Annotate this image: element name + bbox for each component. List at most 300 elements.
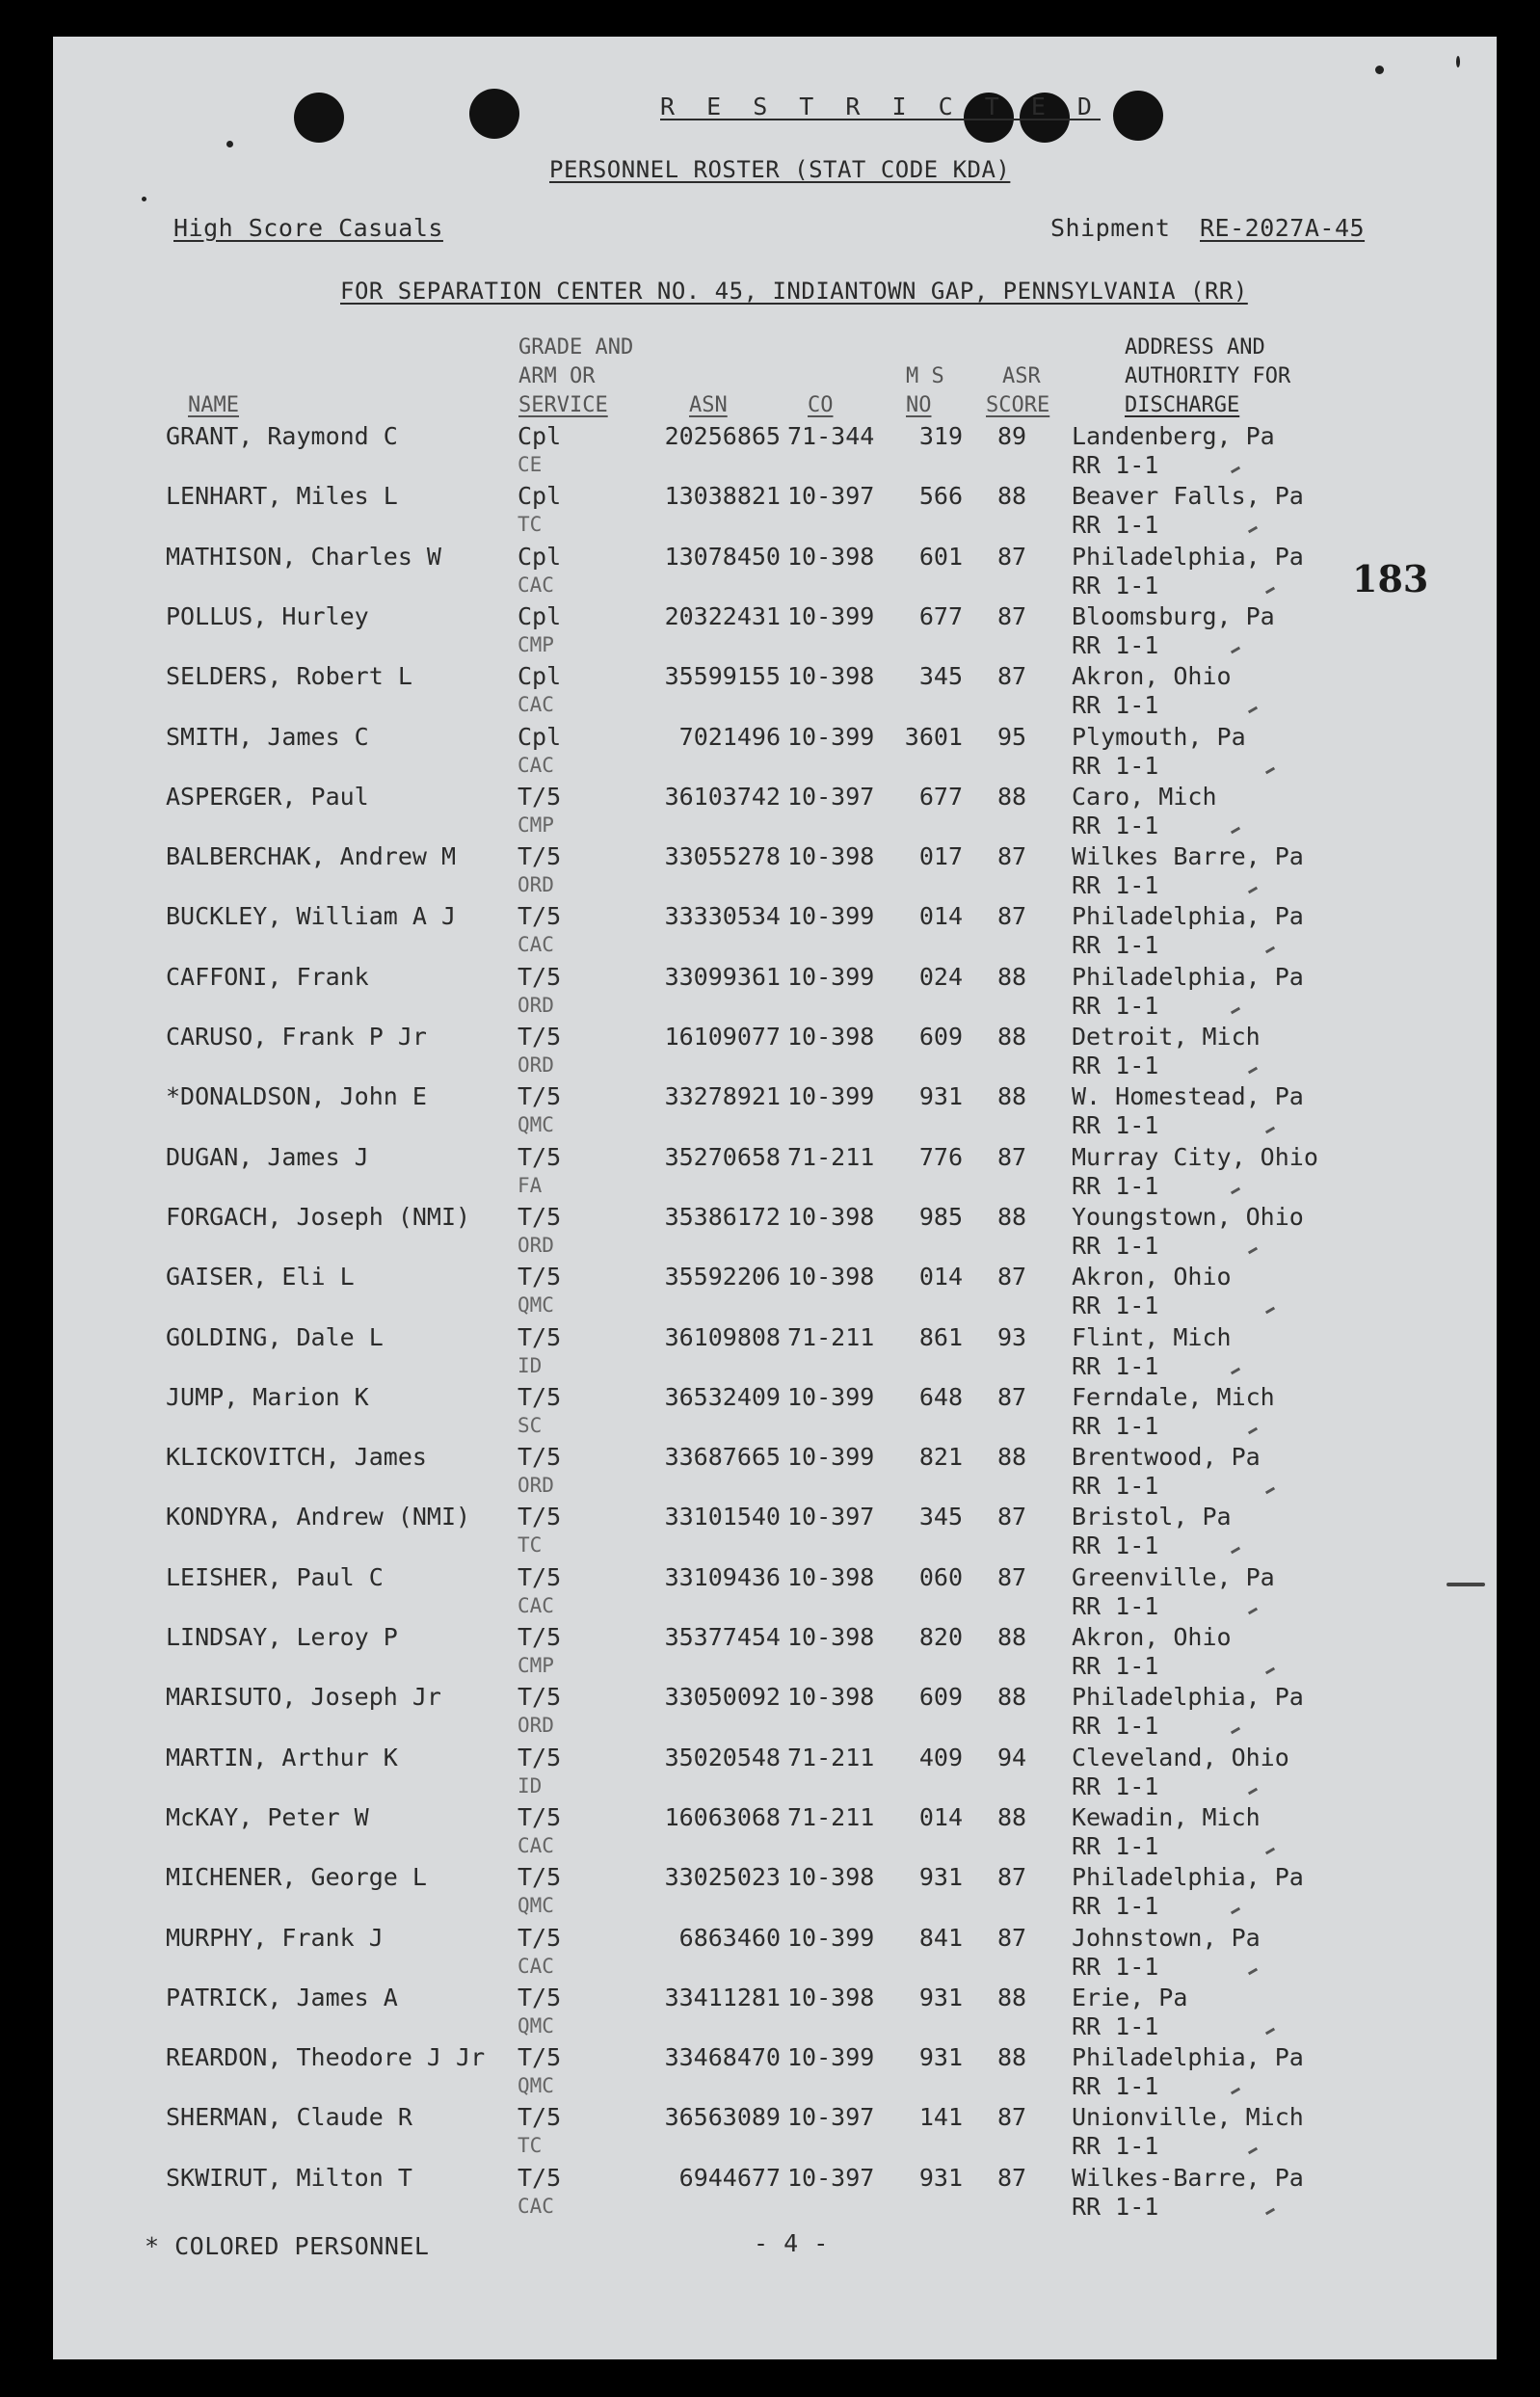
col-header-asr-2: SCORE (986, 393, 1050, 417)
cell-ms: 024 (918, 962, 963, 991)
check-tick-mark (1231, 1547, 1240, 1555)
cell-asn: 33330534 (664, 902, 781, 931)
cell-address: Erie, Pa (1072, 1983, 1188, 2011)
check-tick-mark (1265, 2027, 1275, 2035)
cell-asr: 87 (997, 2103, 1027, 2132)
cell-asn: 36563089 (664, 2103, 781, 2132)
check-tick-mark (1248, 1607, 1258, 1614)
cell-asr: 93 (997, 1322, 1027, 1351)
cell-ms: 409 (918, 1743, 963, 1771)
cell-ms: 648 (918, 1382, 963, 1411)
cell-ms: 677 (918, 782, 963, 811)
cell-authority: RR 1-1 (1072, 1052, 1159, 1079)
cell-address: Greenville, Pa (1072, 1562, 1275, 1591)
table-row (53, 482, 1497, 542)
cell-service: CAC (518, 933, 554, 957)
cell-co: 10-399 (787, 902, 875, 931)
cell-asr: 87 (997, 662, 1027, 691)
col-header-address-1: ADDRESS AND (1125, 335, 1265, 360)
cell-address: Kewadin, Mich (1072, 1802, 1261, 1831)
roster-table (53, 37, 1497, 2359)
cell-name: KLICKOVITCH, James (166, 1443, 427, 1472)
cell-authority: RR 1-1 (1072, 1591, 1159, 1620)
check-tick-mark (1265, 766, 1275, 774)
cell-service: TC (518, 1533, 543, 1558)
cell-service: ID (518, 1353, 543, 1377)
cell-authority: RR 1-1 (1072, 1171, 1159, 1200)
check-tick-mark (1231, 1367, 1240, 1374)
cell-ms: 017 (918, 842, 963, 871)
check-tick-mark (1265, 1307, 1275, 1315)
cell-co: 10-399 (787, 601, 875, 630)
check-tick-mark (1248, 1967, 1258, 1975)
cell-address: Bloomsburg, Pa (1072, 601, 1275, 630)
cell-authority: RR 1-1 (1072, 811, 1159, 839)
table-row (53, 1323, 1497, 1383)
cell-service: TC (518, 513, 543, 537)
cell-asn: 13078450 (664, 542, 781, 571)
cell-service: ORD (518, 993, 554, 1017)
cell-name: FORGACH, Joseph (NMI) (166, 1202, 471, 1231)
check-tick-mark (1265, 946, 1275, 954)
check-tick-mark (1231, 1727, 1240, 1735)
cell-asn: 35592206 (664, 1263, 781, 1292)
cell-address: Akron, Ohio (1072, 1263, 1232, 1292)
cell-service: CAC (518, 573, 554, 597)
cell-asr: 87 (997, 1382, 1027, 1411)
cell-asn: 36103742 (664, 782, 781, 811)
table-row (53, 1023, 1497, 1082)
cell-name: ASPERGER, Paul (166, 782, 369, 811)
cell-asn: 7021496 (678, 722, 781, 751)
cell-grade: T/5 (518, 1382, 562, 1411)
cell-asn: 33025023 (664, 1863, 781, 1892)
classification-heading: R E S T R I C T E D (660, 93, 1101, 120)
page-stamp-number: 183 (1352, 557, 1429, 600)
cell-name: CAFFONI, Frank (166, 962, 369, 991)
cell-name: McKAY, Peter W (166, 1802, 369, 1831)
cell-asr: 88 (997, 1082, 1027, 1111)
cell-asn: 33278921 (664, 1082, 781, 1111)
table-row (53, 963, 1497, 1023)
cell-asn: 33468470 (664, 2043, 781, 2072)
cell-grade: T/5 (518, 1562, 562, 1591)
cell-grade: T/5 (518, 1623, 562, 1651)
cell-name: CARUSO, Frank P Jr (166, 1023, 427, 1051)
cell-name: GAISER, Eli L (166, 1263, 355, 1292)
col-header-grade-3: SERVICE (518, 393, 608, 417)
footnote: * COLORED PERSONNEL (145, 2232, 430, 2260)
cell-asr: 88 (997, 962, 1027, 991)
cell-asr: 88 (997, 1802, 1027, 1831)
cell-address: Philadelphia, Pa (1072, 902, 1304, 931)
cell-grade: T/5 (518, 2043, 562, 2072)
cell-co: 10-397 (787, 482, 875, 511)
cell-asr: 88 (997, 482, 1027, 511)
cell-ms: 677 (918, 601, 963, 630)
col-header-ms-1: M S (906, 364, 944, 388)
check-tick-mark (1265, 1487, 1275, 1495)
check-tick-mark (1248, 887, 1258, 894)
table-row (53, 1623, 1497, 1683)
cell-asr: 87 (997, 842, 1027, 871)
cell-name: POLLUS, Hurley (166, 601, 369, 630)
cell-grade: T/5 (518, 1923, 562, 1952)
cell-grade: Cpl (518, 601, 562, 630)
cell-address: Philadelphia, Pa (1072, 2043, 1304, 2072)
cell-authority: RR 1-1 (1072, 2072, 1159, 2101)
cell-service: ORD (518, 1233, 554, 1257)
cell-asn: 16109077 (664, 1023, 781, 1051)
cell-address: Landenberg, Pa (1072, 422, 1275, 450)
cell-ms: 776 (918, 1142, 963, 1171)
cell-co: 10-399 (787, 1923, 875, 1952)
cell-authority: RR 1-1 (1072, 1892, 1159, 1921)
cell-authority: RR 1-1 (1072, 1111, 1159, 1140)
cell-asr: 87 (997, 1263, 1027, 1292)
cell-co: 10-398 (787, 542, 875, 571)
cell-co: 10-398 (787, 1863, 875, 1892)
table-row (53, 2164, 1497, 2224)
cell-service: FA (518, 1173, 543, 1197)
cell-asr: 88 (997, 2043, 1027, 2072)
cell-address: Plymouth, Pa (1072, 722, 1246, 751)
cell-address: Wilkes Barre, Pa (1072, 842, 1304, 871)
cell-name: LINDSAY, Leroy P (166, 1623, 398, 1651)
cell-authority: RR 1-1 (1072, 691, 1159, 720)
check-tick-mark (1231, 2088, 1240, 2095)
cell-co: 71-211 (787, 1322, 875, 1351)
cell-authority: RR 1-1 (1072, 511, 1159, 540)
cell-ms: 609 (918, 1683, 963, 1712)
cell-asr: 88 (997, 1443, 1027, 1472)
cell-service: CE (518, 453, 543, 476)
cell-ms: 861 (918, 1322, 963, 1351)
cell-asr: 87 (997, 1562, 1027, 1591)
cell-asn: 35599155 (664, 662, 781, 691)
cell-co: 10-397 (787, 1503, 875, 1531)
table-row (53, 842, 1497, 902)
table-row (53, 783, 1497, 842)
table-row (53, 1263, 1497, 1322)
group-label: High Score Casuals (173, 214, 443, 242)
cell-co: 71-344 (787, 422, 875, 450)
cell-asr: 87 (997, 601, 1027, 630)
cell-service: CMP (518, 812, 554, 837)
cell-grade: T/5 (518, 1023, 562, 1051)
check-tick-mark (1248, 1247, 1258, 1255)
table-row (53, 902, 1497, 962)
table-row (53, 422, 1497, 482)
cell-name: DUGAN, James J (166, 1142, 369, 1171)
cell-address: Cleveland, Ohio (1072, 1743, 1289, 1771)
table-row (53, 1082, 1497, 1142)
col-header-grade-2: ARM OR (518, 364, 596, 388)
cell-co: 10-398 (787, 1023, 875, 1051)
cell-asn: 20256865 (664, 422, 781, 450)
cell-name: MARTIN, Arthur K (166, 1743, 398, 1771)
table-row (53, 1503, 1497, 1562)
table-row (53, 1443, 1497, 1503)
cell-asn: 36532409 (664, 1382, 781, 1411)
cell-ms: 931 (918, 2163, 963, 2192)
cell-grade: T/5 (518, 2103, 562, 2132)
cell-address: Philadelphia, Pa (1072, 962, 1304, 991)
cell-grade: Cpl (518, 482, 562, 511)
cell-asr: 87 (997, 542, 1027, 571)
table-row (53, 1143, 1497, 1203)
cell-name: SHERMAN, Claude R (166, 2103, 412, 2132)
cell-co: 10-397 (787, 782, 875, 811)
cell-name: MICHENER, George L (166, 1863, 427, 1892)
cell-grade: T/5 (518, 1202, 562, 1231)
cell-authority: RR 1-1 (1072, 871, 1159, 900)
cell-ms: 566 (918, 482, 963, 511)
cell-grade: T/5 (518, 1142, 562, 1171)
cell-authority: RR 1-1 (1072, 1952, 1159, 1981)
cell-co: 10-397 (787, 2103, 875, 2132)
cell-asn: 35270658 (664, 1142, 781, 1171)
cell-grade: T/5 (518, 1743, 562, 1771)
cell-co: 10-399 (787, 1382, 875, 1411)
cell-asn: 13038821 (664, 482, 781, 511)
cell-asr: 88 (997, 1623, 1027, 1651)
cell-ms: 319 (918, 422, 963, 450)
check-tick-mark (1265, 1127, 1275, 1134)
cell-asn: 33411281 (664, 1983, 781, 2011)
cell-name: GRANT, Raymond C (166, 422, 398, 450)
cell-service: TC (518, 2134, 543, 2158)
cell-co: 10-398 (787, 1562, 875, 1591)
cell-ms: 345 (918, 662, 963, 691)
cell-service: CMP (518, 632, 554, 656)
cell-asr: 95 (997, 722, 1027, 751)
cell-authority: RR 1-1 (1072, 1712, 1159, 1741)
cell-grade: T/5 (518, 1683, 562, 1712)
cell-address: Detroit, Mich (1072, 1023, 1261, 1051)
table-row (53, 1563, 1497, 1623)
cell-address: Murray City, Ohio (1072, 1142, 1318, 1171)
cell-name: KONDYRA, Andrew (NMI) (166, 1503, 471, 1531)
cell-service: ID (518, 1773, 543, 1798)
cell-grade: T/5 (518, 962, 562, 991)
cell-asr: 88 (997, 1983, 1027, 2011)
cell-grade: T/5 (518, 1082, 562, 1111)
cell-grade: T/5 (518, 782, 562, 811)
col-header-asr-1: ASR (1002, 364, 1041, 388)
cell-address: Beaver Falls, Pa (1072, 482, 1304, 511)
cell-authority: RR 1-1 (1072, 1652, 1159, 1680)
col-header-name: NAME (188, 393, 239, 417)
cell-co: 10-398 (787, 1202, 875, 1231)
cell-asr: 88 (997, 1202, 1027, 1231)
cell-name: GOLDING, Dale L (166, 1322, 384, 1351)
cell-address: Flint, Mich (1072, 1322, 1232, 1351)
cell-asr: 87 (997, 1863, 1027, 1892)
cell-address: Akron, Ohio (1072, 1623, 1232, 1651)
cell-asn: 35386172 (664, 1202, 781, 1231)
cell-ms: 841 (918, 1923, 963, 1952)
check-tick-mark (1231, 1186, 1240, 1194)
cell-grade: Cpl (518, 662, 562, 691)
cell-service: CMP (518, 1654, 554, 1677)
cell-authority: RR 1-1 (1072, 2011, 1159, 2040)
cell-authority: RR 1-1 (1072, 571, 1159, 599)
table-row (53, 1984, 1497, 2043)
cell-ms: 931 (918, 1082, 963, 1111)
cell-co: 10-398 (787, 1263, 875, 1292)
cell-address: W. Homestead, Pa (1072, 1082, 1304, 1111)
cell-co: 71-211 (787, 1142, 875, 1171)
cell-authority: RR 1-1 (1072, 2132, 1159, 2161)
check-tick-mark (1265, 1848, 1275, 1855)
cell-name: MURPHY, Frank J (166, 1923, 384, 1952)
table-row (53, 1744, 1497, 1803)
cell-authority: RR 1-1 (1072, 1351, 1159, 1380)
cell-ms: 601 (918, 542, 963, 571)
check-tick-mark (1248, 1426, 1258, 1434)
cell-service: QMC (518, 2074, 554, 2098)
cell-name: REARDON, Theodore J Jr (166, 2043, 486, 2072)
cell-ms: 931 (918, 1863, 963, 1892)
shipment-label: Shipment (1050, 214, 1171, 242)
cell-address: Ferndale, Mich (1072, 1382, 1275, 1411)
cell-co: 10-398 (787, 842, 875, 871)
cell-authority: RR 1-1 (1072, 931, 1159, 960)
table-row (53, 1924, 1497, 1984)
cell-address: Caro, Mich (1072, 782, 1217, 811)
destination-line: FOR SEPARATION CENTER NO. 45, INDIANTOWN GAP, PENNSYLVANIA (RR) (340, 278, 1248, 305)
check-tick-mark (1231, 1907, 1240, 1915)
cell-authority: RR 1-1 (1072, 991, 1159, 1020)
shipment-number: RE-2027A-45 (1200, 214, 1366, 242)
cell-service: SC (518, 1413, 543, 1437)
cell-asr: 87 (997, 1923, 1027, 1952)
cell-address: Brentwood, Pa (1072, 1443, 1261, 1472)
cell-grade: T/5 (518, 1802, 562, 1831)
table-row (53, 543, 1497, 602)
table-row (53, 2103, 1497, 2163)
cell-co: 71-211 (787, 1743, 875, 1771)
cell-ms: 985 (918, 1202, 963, 1231)
cell-co: 10-399 (787, 962, 875, 991)
cell-grade: Cpl (518, 422, 562, 450)
cell-ms: 014 (918, 902, 963, 931)
cell-asr: 88 (997, 1683, 1027, 1712)
cell-ms: 820 (918, 1623, 963, 1651)
cell-ms: 821 (918, 1443, 963, 1472)
col-header-ms-2: NO (906, 393, 932, 417)
cell-co: 10-398 (787, 1983, 875, 2011)
cell-ms: 609 (918, 1023, 963, 1051)
cell-authority: RR 1-1 (1072, 1771, 1159, 1800)
cell-service: QMC (518, 1113, 554, 1137)
table-row (53, 1203, 1497, 1263)
cell-asr: 87 (997, 1503, 1027, 1531)
table-row (53, 1803, 1497, 1863)
cell-asn: 16063068 (664, 1802, 781, 1831)
cell-asn: 33687665 (664, 1443, 781, 1472)
col-header-asn: ASN (689, 393, 728, 417)
cell-co: 10-399 (787, 722, 875, 751)
cell-asn: 33099361 (664, 962, 781, 991)
document-title: PERSONNEL ROSTER (STAT CODE KDA) (549, 156, 1011, 183)
cell-co: 10-399 (787, 1082, 875, 1111)
cell-name: SMITH, James C (166, 722, 369, 751)
cell-asr: 88 (997, 1023, 1027, 1051)
cell-name: PATRICK, James A (166, 1983, 398, 2011)
cell-grade: T/5 (518, 842, 562, 871)
cell-address: Bristol, Pa (1072, 1503, 1232, 1531)
cell-ms: 014 (918, 1263, 963, 1292)
cell-grade: T/5 (518, 1983, 562, 2011)
cell-service: QMC (518, 1293, 554, 1318)
table-row (53, 1683, 1497, 1743)
cell-asn: 33055278 (664, 842, 781, 871)
cell-name: LENHART, Miles L (166, 482, 398, 511)
cell-service: ORD (518, 1474, 554, 1498)
check-tick-mark (1248, 1787, 1258, 1795)
cell-grade: T/5 (518, 1322, 562, 1351)
table-row (53, 2043, 1497, 2103)
cell-service: QMC (518, 1894, 554, 1918)
cell-service: CAC (518, 2194, 554, 2218)
cell-asr: 87 (997, 2163, 1027, 2192)
cell-service: CAC (518, 1954, 554, 1978)
cell-asr: 87 (997, 1142, 1027, 1171)
cell-authority: RR 1-1 (1072, 2192, 1159, 2221)
cell-name: JUMP, Marion K (166, 1382, 369, 1411)
table-row (53, 723, 1497, 783)
check-tick-mark (1248, 526, 1258, 534)
cell-service: CAC (518, 753, 554, 777)
check-tick-mark (1265, 2207, 1275, 2215)
cell-address: Philadelphia, Pa (1072, 1863, 1304, 1892)
cell-asn: 33101540 (664, 1503, 781, 1531)
cell-asn: 6863460 (678, 1923, 781, 1952)
table-row (53, 1863, 1497, 1923)
cell-asr: 89 (997, 422, 1027, 450)
cell-service: ORD (518, 873, 554, 897)
cell-name: MATHISON, Charles W (166, 542, 441, 571)
cell-grade: T/5 (518, 2163, 562, 2192)
cell-authority: RR 1-1 (1072, 1411, 1159, 1440)
cell-grade: Cpl (518, 542, 562, 571)
cell-ms: 141 (918, 2103, 963, 2132)
col-header-co: CO (808, 393, 834, 417)
cell-ms: 931 (918, 1983, 963, 2011)
cell-co: 10-397 (787, 2163, 875, 2192)
cell-name: BALBERCHAK, Andrew M (166, 842, 457, 871)
cell-grade: T/5 (518, 1263, 562, 1292)
cell-service: CAC (518, 1833, 554, 1857)
cell-name: *DONALDSON, John E (166, 1082, 427, 1111)
cell-service: CAC (518, 1593, 554, 1617)
cell-address: Wilkes-Barre, Pa (1072, 2163, 1304, 2192)
cell-grade: T/5 (518, 1863, 562, 1892)
check-tick-mark (1231, 826, 1240, 834)
cell-name: SKWIRUT, Milton T (166, 2163, 412, 2192)
check-tick-mark (1265, 1667, 1275, 1675)
cell-asr: 88 (997, 782, 1027, 811)
cell-co: 10-398 (787, 1623, 875, 1651)
table-row (53, 602, 1497, 662)
col-header-address-2: AUTHORITY FOR (1125, 364, 1291, 388)
cell-address: Akron, Ohio (1072, 662, 1232, 691)
cell-asn: 20322431 (664, 601, 781, 630)
cell-ms: 345 (918, 1503, 963, 1531)
cell-service: CAC (518, 693, 554, 717)
